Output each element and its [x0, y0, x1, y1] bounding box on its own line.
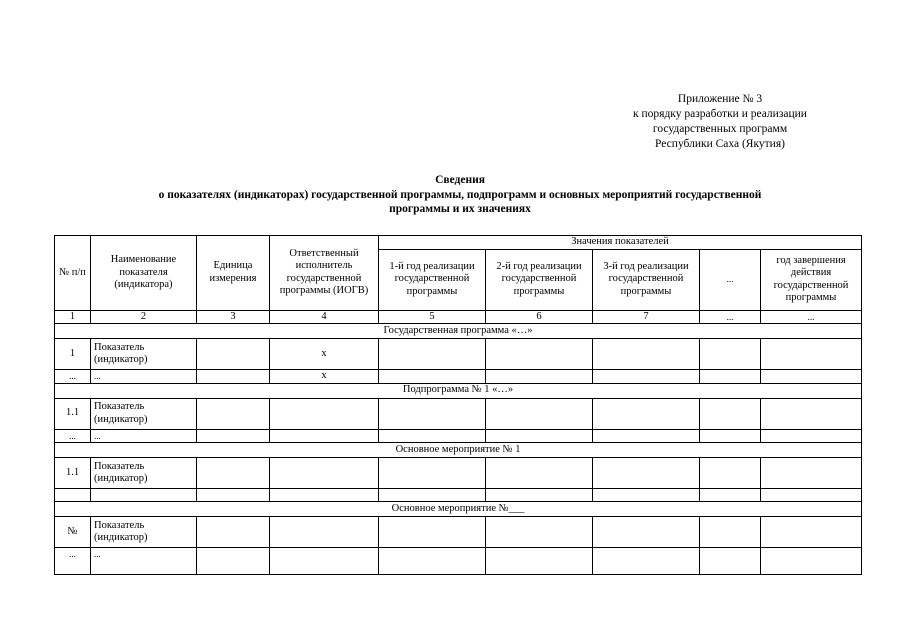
cell — [91, 489, 197, 502]
cell — [486, 339, 593, 370]
row-number: 1.1 — [55, 458, 91, 489]
section-subprogram: Подпрограмма № 1 «…» — [55, 383, 862, 398]
cell — [270, 398, 379, 429]
appendix-line-3: государственных программ — [652, 123, 788, 135]
cell — [700, 339, 761, 370]
header-num: № п/п — [55, 236, 91, 311]
row-number: ... — [55, 370, 91, 384]
row-number: 1 — [55, 339, 91, 370]
cell — [593, 429, 700, 443]
cell — [700, 458, 761, 489]
cell — [379, 339, 486, 370]
indicator-name: ... — [91, 548, 197, 575]
table-row — [55, 489, 862, 502]
cell — [593, 489, 700, 502]
cell — [379, 370, 486, 384]
document-title — [55, 173, 865, 217]
col-number: 6 — [486, 310, 593, 324]
cell — [270, 517, 379, 548]
col-number: 4 — [270, 310, 379, 324]
header-row-1 — [55, 236, 862, 250]
cell — [197, 398, 270, 429]
cell — [486, 489, 593, 502]
section-row — [55, 324, 862, 339]
cell — [197, 517, 270, 548]
cell — [379, 398, 486, 429]
title-line-3: программы и их значениях — [389, 203, 531, 215]
row-number: ... — [55, 429, 91, 443]
indicator-name: ... — [91, 370, 197, 384]
cell — [761, 517, 862, 548]
cell — [379, 429, 486, 443]
cell — [486, 429, 593, 443]
section-row — [55, 502, 862, 517]
table-row — [55, 517, 862, 548]
section-row — [55, 383, 862, 398]
col-number: 3 — [197, 310, 270, 324]
cell — [197, 339, 270, 370]
cell — [761, 548, 862, 575]
section-row — [55, 443, 862, 458]
header-values: Значения показателей — [379, 236, 862, 250]
cell — [761, 339, 862, 370]
cell — [761, 370, 862, 384]
header-year-2: 2-й год реализации государственной программы — [486, 249, 593, 310]
indicator-name: Показатель (индикатор) — [91, 458, 197, 489]
table-row — [55, 398, 862, 429]
appendix-line-2: к порядку разработки и реализации — [633, 108, 807, 120]
indicator-name: Показатель (индикатор) — [91, 517, 197, 548]
cell — [270, 489, 379, 502]
header-unit: Единица измерения — [197, 236, 270, 311]
indicator-name: Показатель (индикатор) — [91, 398, 197, 429]
cell — [486, 458, 593, 489]
cell — [55, 489, 91, 502]
header-final-year: год завершения действия государственной программы — [761, 249, 862, 310]
section-program: Государственная программа «…» — [55, 324, 862, 339]
col-number: 1 — [55, 310, 91, 324]
cell — [197, 458, 270, 489]
appendix-header — [560, 92, 880, 152]
cell — [486, 548, 593, 575]
header-year-1: 1-й год реализации государственной программы — [379, 249, 486, 310]
cell — [486, 370, 593, 384]
header-ellipsis: ... — [700, 249, 761, 310]
table-row — [55, 429, 862, 443]
cell — [197, 370, 270, 384]
cell — [761, 489, 862, 502]
cell — [486, 398, 593, 429]
cell — [379, 489, 486, 502]
col-number: ... — [700, 310, 761, 324]
cell — [761, 429, 862, 443]
header-responsible: Ответственный исполнитель государственной программы (ИОГВ) — [270, 236, 379, 311]
indicator-name: ... — [91, 429, 197, 443]
indicator-name: Показатель (индикатор) — [91, 339, 197, 370]
row-number: 1.1 — [55, 398, 91, 429]
cell — [700, 489, 761, 502]
column-number-row — [55, 310, 862, 324]
cell — [270, 548, 379, 575]
table-row — [55, 548, 862, 575]
header-name: Наименование показателя (индикатора) — [91, 236, 197, 311]
cell — [700, 517, 761, 548]
cell — [486, 517, 593, 548]
header-year-3: 3-й год реализации государственной программы — [593, 249, 700, 310]
responsible-mark: х — [270, 339, 379, 370]
cell — [700, 429, 761, 443]
cell — [270, 458, 379, 489]
cell — [379, 458, 486, 489]
col-number: 5 — [379, 310, 486, 324]
cell — [379, 517, 486, 548]
cell — [700, 370, 761, 384]
cell — [379, 548, 486, 575]
table-row — [55, 370, 862, 384]
responsible-mark: х — [270, 370, 379, 384]
cell — [761, 458, 862, 489]
appendix-line-1: Приложение № 3 — [677, 93, 763, 105]
cell — [593, 339, 700, 370]
appendix-line-4: Республики Саха (Якутия) — [655, 138, 785, 150]
title-line-1: Сведения — [435, 174, 485, 186]
col-number: ... — [761, 310, 862, 324]
section-main-activity-1: Основное мероприятие № 1 — [55, 443, 862, 458]
cell — [593, 517, 700, 548]
cell — [593, 458, 700, 489]
table-row — [55, 339, 862, 370]
indicators-table — [54, 235, 862, 575]
cell — [761, 398, 862, 429]
cell — [197, 548, 270, 575]
row-number: ... — [55, 548, 91, 575]
cell — [593, 398, 700, 429]
cell — [593, 370, 700, 384]
cell — [700, 548, 761, 575]
table-row — [55, 458, 862, 489]
col-number: 2 — [91, 310, 197, 324]
section-main-activity-2: Основное мероприятие №___ — [55, 502, 862, 517]
col-number: 7 — [593, 310, 700, 324]
row-number: № — [55, 517, 91, 548]
cell — [270, 429, 379, 443]
cell — [700, 398, 761, 429]
title-line-2: о показателях (индикаторах) государственной программы, подпрограмм и основных мероприятий государственной — [158, 188, 762, 201]
cell — [197, 429, 270, 443]
cell — [593, 548, 700, 575]
cell — [197, 489, 270, 502]
